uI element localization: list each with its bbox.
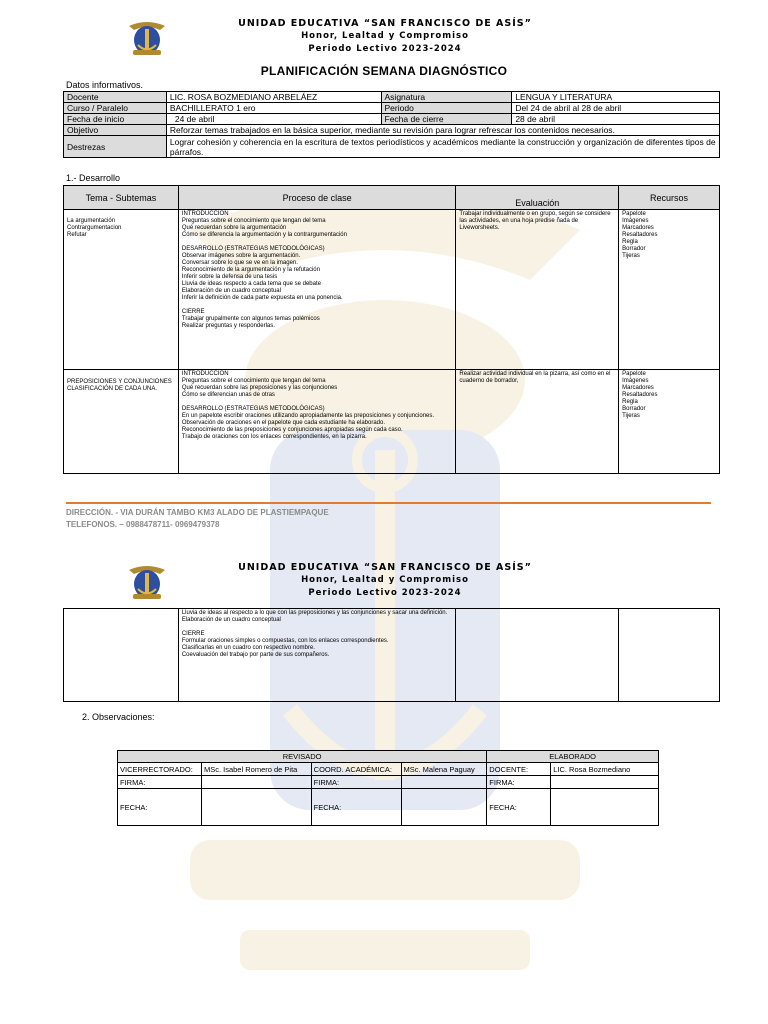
proceso-line: Inferir la definición de cada parte expuesta en una ponencia. [181,295,343,301]
recurso-item: Papelote [622,371,646,377]
proceso-line: Trabajo de oraciones con los enlaces correspondientes, en la pizarra. [181,434,367,440]
fecha-label: FECHA: [311,789,401,826]
proceso-line: Conversar sobre lo que se ve en la imagen. [181,260,298,266]
coord-label: COORD. ACADÉMICA: [311,763,401,776]
tema-line: Contrargumentacion [67,225,122,231]
school-period: Periodo Lectivo 2023-2024 [308,44,462,54]
inicio-value: 24 de abril [166,114,381,125]
proceso-line: Preguntas sobre el conocimiento que tengan del tema [181,218,326,224]
table-row [64,370,720,474]
tema-cell [64,370,179,474]
proceso-line: INTRODUCCIÓN [181,371,229,377]
page-header-2 [0,558,768,608]
docente-sig-name: LIC. Rosa Bozmediano [551,763,659,776]
proceso-line: INTRODUCCIÓN [181,211,229,217]
proceso-line: En un papelote escribir oraciones utilizando apropiadamente las preposiciones y conjunciones. [181,413,435,419]
proceso-line: Lluvia de ideas al respecto a lo que con las preposiciones y las conjunciones y sacar una definición. [181,610,448,616]
proceso-line: CIERRE [181,631,205,637]
proceso-cell [178,370,456,474]
proceso-line: Inferir sobre la defensa de una tesis [181,274,278,280]
proceso-line: Observar imágenes sobre la argumentación. [181,253,301,259]
tema-line: PREPOSICIONES Y CONJUNCIONES [67,379,172,385]
fecha-label: FECHA: [487,789,551,826]
fecha-field [201,789,311,826]
docente-sig-label: DOCENTE: [487,763,551,776]
proceso-line: Cómo se diferencian unas de otras [181,392,275,398]
recursos-cell [619,609,720,702]
proceso-line: Coevaluación del trabajo por parte de sus compañeros. [181,652,330,658]
proceso-line: Qué recuerdan sobre las preposiciones y las conjunciones [181,385,338,391]
signature-table [117,750,659,826]
proceso-line: Elaboración de un cuadro conceptual [181,288,281,294]
tema-cell [64,210,179,370]
proceso-line: Elaboración de un cuadro conceptual [181,617,281,623]
coord-name: MSc. Malena Paguay [401,763,487,776]
info-table [63,91,720,158]
recurso-item: Imágenes [622,378,649,384]
section-desarrollo-label: 1.- Desarrollo [66,173,121,183]
recurso-item: Papelote [622,211,646,217]
proceso-line: Cómo se diferencia la argumentación y la contrargumentación [181,232,347,238]
cierre-value: 28 de abril [512,114,720,125]
fecha-field [401,789,487,826]
curso-label: Curso / Paralelo [64,103,167,114]
footer-direccion: DIRECCIÓN. - VIA DURÁN TAMBO KM3 ALADO DE PLASTIEMPAQUE [66,508,329,517]
proceso-line: Trabajar grupalmente con algunos temas polémicos [181,316,320,322]
revisado-header: REVISADO [118,751,487,763]
header-text [160,561,610,600]
table-row [64,609,720,702]
proceso-line: Formular oraciones simples o compuestas, con los enlaces correspondientes. [181,638,389,644]
asignatura-value: LENGUA Y LITERATURA [512,92,720,103]
header-text [160,17,610,56]
footer-divider [66,502,711,504]
col-header-evaluacion: Evaluación [456,186,619,210]
evaluacion-cell [456,609,619,702]
evaluacion-cell: Trabajar individualmente o en grupo, según se considere las actividades, en una hoja predise ñada de Liveworsheets. [456,210,619,370]
docente-value: LIC. ROSA BOZMEDIANO ARBELÁEZ [166,92,381,103]
recurso-item: Marcadores [622,225,654,231]
proceso-line: Reconocimiento de la argumentación y la refutación [181,267,320,273]
proceso-cell [178,210,456,370]
tema-line: CLASIFICACIÓN DE CADA UNA. [67,386,158,392]
periodo-value: Del 24 de abril al 28 de abril [512,103,720,114]
proceso-line: DESARROLLO (ESTRATEGIAS METODOLÓGICAS) [181,406,325,412]
inicio-label: Fecha de inicio [64,114,167,125]
school-motto: Honor, Lealtad y Compromiso [301,575,469,585]
fecha-field [551,789,659,826]
col-header-tema: Tema - Subtemas [64,186,179,210]
col-header-proceso: Proceso de clase [178,186,456,210]
vice-name: MSc. Isabel Romero de Pita [201,763,311,776]
firma-label: FIRMA: [311,776,401,789]
document-title: PLANIFICACIÓN SEMANA DIAGNÓSTICO [260,64,508,78]
cierre-label: Fecha de cierre [381,114,512,125]
recurso-item: Borrador [622,246,646,252]
firma-field [551,776,659,789]
recurso-item: Marcadores [622,385,654,391]
docente-label: Docente [64,92,167,103]
page-header-1 [0,14,768,64]
school-motto: Honor, Lealtad y Compromiso [301,31,469,41]
recurso-item: Regla [622,239,638,245]
recurso-item: Borrador [622,406,646,412]
proceso-line: Clasificarlas en un cuadro con respectivo nombre. [181,645,315,651]
proceso-line: Observación de oraciones en el papelote que cada estudiante ha elaborado. [181,420,386,426]
proceso-line: Preguntas sobre el conocimiento que tengan del tema [181,378,326,384]
curso-value: BACHILLERATO 1 ero [166,103,381,114]
firma-field [201,776,311,789]
footer-telefonos: TELEFONOS. – 0988478711- 0969479378 [66,520,220,529]
firma-label: FIRMA: [118,776,202,789]
destrezas-value: Lograr cohesión y coherencia en la escritura de textos periodísticos y académicos mediante la construcción y organización de diferentes tipos de párrafos. [166,136,719,158]
proceso-line: Qué recuerdan sobre la argumentación [181,225,287,231]
desarrollo-table-continuation [63,608,720,702]
objetivo-value: Reforzar temas trabajados en la básica superior, mediante su revisión para lograr refrescar los contenidos necesarios. [166,125,719,136]
firma-label: FIRMA: [487,776,551,789]
fecha-label: FECHA: [118,789,202,826]
vice-label: VICERRECTORADO: [118,763,202,776]
recurso-item: Tijeras [622,253,640,259]
evaluacion-cell: Realizar actividad individual en la pizarra, así como en el cuaderno de borrador, [456,370,619,474]
proceso-line: Lluvia de ideas respecto a cada tema que se debate [181,281,321,287]
destrezas-label: Destrezas [64,136,167,158]
recursos-cell [619,210,720,370]
elaborado-header: ELABORADO [487,751,659,763]
periodo-label: Periodo [381,103,512,114]
tema-line: La argumentación [67,218,116,224]
objetivo-label: Objetivo [64,125,167,136]
tema-line: Refutar [67,232,87,238]
col-header-recursos: Recursos [619,186,720,210]
proceso-line: DESARROLLO (ESTRATEGIAS METODOLÓGICAS) [181,246,325,252]
recurso-item: Tijeras [622,413,640,419]
recurso-item: Regla [622,399,638,405]
datos-label: Datos informativos. [66,80,144,90]
school-name: UNIDAD EDUCATIVA “SAN FRANCISCO DE ASÍS” [238,18,532,29]
recurso-item: Imágenes [622,218,649,224]
table-row [64,210,720,370]
school-period: Periodo Lectivo 2023-2024 [308,588,462,598]
desarrollo-table [63,185,720,474]
recursos-cell [619,370,720,474]
firma-field [401,776,487,789]
recurso-item: Resaltadores [622,392,658,398]
observaciones-label: 2. Observaciones: [82,712,155,722]
asignatura-label: Asignatura [381,92,512,103]
proceso-line: Realizar preguntas y responderlas. [181,323,275,329]
proceso-line: CIERRE [181,309,205,315]
proceso-cell [178,609,456,702]
recurso-item: Resaltadores [622,232,658,238]
school-name: UNIDAD EDUCATIVA “SAN FRANCISCO DE ASÍS” [238,562,532,573]
tema-cell [64,609,179,702]
proceso-line: Reconocimiento de las preposiciones y conjunciones apropiadas según cada caso. [181,427,403,433]
